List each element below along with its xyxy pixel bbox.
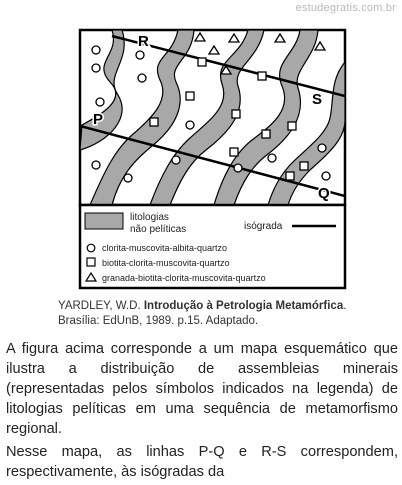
watermark: estudegratis.com.br xyxy=(295,2,396,14)
legend-lithology-label-1: litologias xyxy=(130,212,169,223)
legend-circle-icon xyxy=(87,244,95,252)
legend-triangle-label: granada-biotita-clorita-muscovita-quartzo xyxy=(102,273,266,283)
legend-lithology-label-2: não pelíticas xyxy=(130,224,187,235)
legend-square-icon xyxy=(87,258,95,266)
label-P: P xyxy=(93,111,104,128)
caption-line-2: Brasília: EdUnB, 1989. p.15. Adaptado. xyxy=(58,315,259,327)
caption-period: . xyxy=(343,300,347,312)
caption-line-1 xyxy=(58,299,398,314)
caption-authors: YARDLEY, W.D. xyxy=(58,300,141,312)
paragraph-1: A figura acima corresponde a um mapa esquemático que ilustra a distribuição de assembleias minerais (representadas pelos símbolos indicados na legenda) de litologias pelíticas em uma sequência de metamorfismo regional. xyxy=(6,341,398,437)
figure-caption xyxy=(58,299,398,329)
label-S: S xyxy=(312,91,323,108)
question-text xyxy=(6,339,398,485)
legend-square-label: biotita-clorita-muscovita-quartzo xyxy=(102,258,230,268)
label-R: R xyxy=(138,33,149,50)
paragraph-2: Nesse mapa, as linhas P-Q e R-S correspondem, respectivamente, às isógradas da xyxy=(6,444,398,480)
label-Q: Q xyxy=(318,185,330,202)
legend-lithology-swatch xyxy=(85,213,123,229)
legend-circle-label: clorita-muscovita-albita-quartzo xyxy=(102,243,228,253)
legend-isograd-label: isógrada xyxy=(244,221,283,232)
caption-title: Introdução à Petrologia Metamórfica xyxy=(143,300,344,312)
